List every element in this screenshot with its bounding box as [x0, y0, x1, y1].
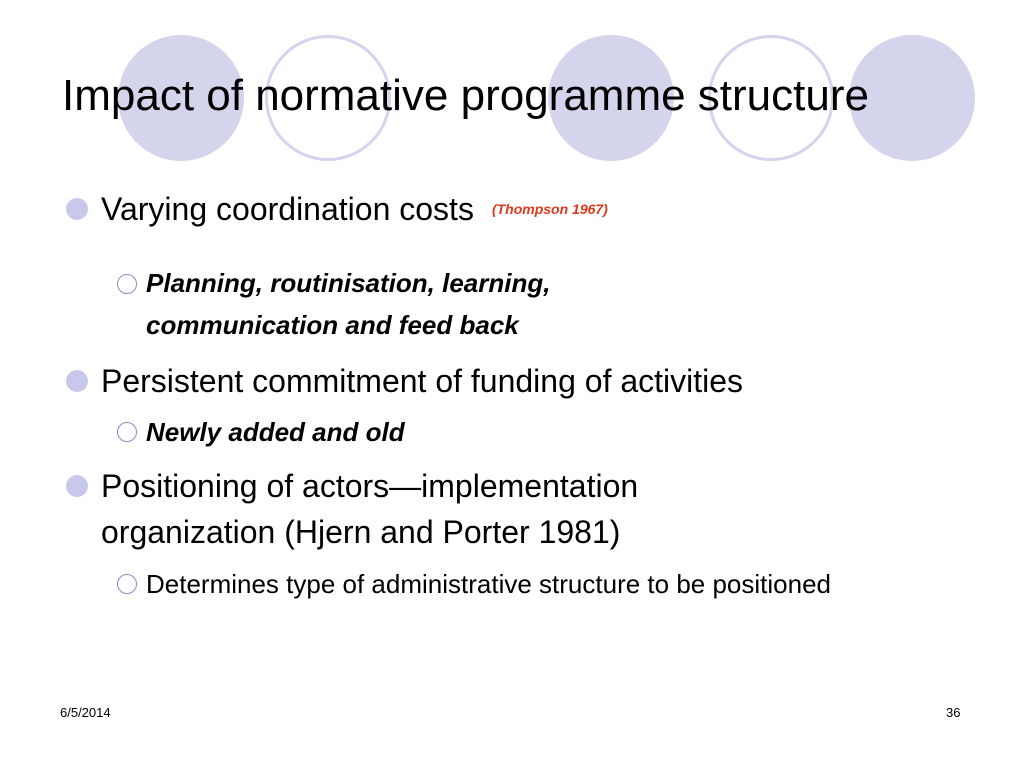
sub-bullet-ring-icon: [117, 274, 137, 294]
page-number: 36: [946, 705, 961, 720]
bullet-text: Persistent commitment of funding of activities: [101, 363, 744, 399]
sub-bullet-text: Planning, routinisation, learning, communication and feed back: [146, 268, 551, 340]
bullet-item: [101, 186, 981, 232]
slide-title: Impact of normative programme structure: [62, 71, 869, 120]
sub-bullet-text: Determines type of administrative structure to be positioned: [146, 569, 832, 599]
sub-bullet-ring-icon: [117, 574, 137, 594]
sub-bullet-text: Newly added and old: [146, 417, 405, 447]
sub-bullet-ring-icon: [117, 422, 137, 442]
citation: (Thompson 1967): [491, 201, 608, 217]
bullet-dot-icon: [66, 198, 88, 220]
bullet-dot-icon: [66, 370, 88, 392]
bullet-text: Varying coordination costs: [101, 191, 474, 227]
footer-date: 6/5/2014: [60, 705, 111, 720]
bullet-text: Positioning of actors—implementation organization (Hjern and Porter 1981): [101, 468, 639, 550]
bullet-dot-icon: [66, 475, 88, 497]
